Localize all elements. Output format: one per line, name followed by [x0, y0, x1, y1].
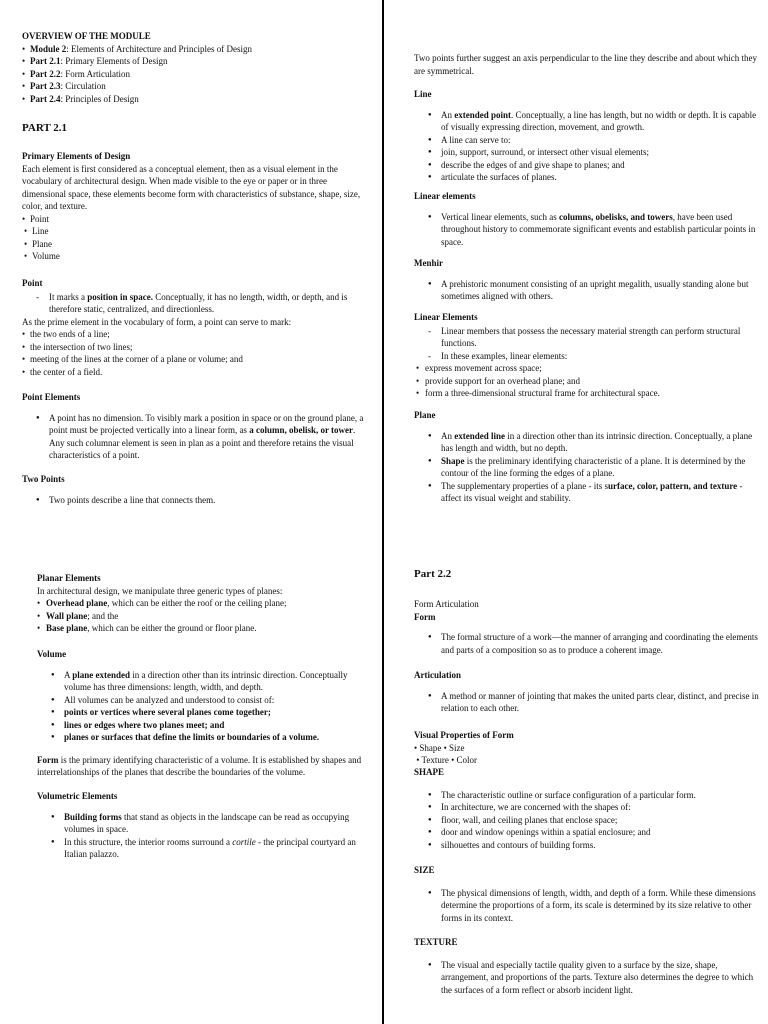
list-item: ● In this structure, the interior rooms surround a cortile - the principal courtyard an Italian palazzo. [37, 836, 372, 861]
section-heading: Two Points [22, 474, 65, 484]
point-elements-list [22, 412, 372, 462]
line-list [414, 109, 760, 184]
linear-elements-2-section [414, 311, 760, 400]
paragraph: • Texture • Color [414, 755, 477, 765]
plane-list [414, 430, 760, 505]
section-heading: Volume [37, 649, 67, 659]
list-item: - Linear members that possess the necessary material strength can perform structural functions. [414, 325, 760, 350]
volume-list [37, 669, 372, 744]
menhir-section [414, 257, 760, 303]
list-item: ● All volumes can be analyzed and understood to consist of: [37, 694, 372, 707]
list-item: ● The visual and especially tactile quality given to a surface by the size, shape, arrangement, and proportions of the parts. Texture also determines the degree to which the surfaces of a form reflect or absorb incident light. [414, 959, 760, 997]
list-item: ● In architecture, we are concerned with the shapes of: [414, 801, 760, 814]
list-item: ● silhouettes and contours of building forms. [414, 839, 760, 852]
list-item: ● The characteristic outline or surface configuration of a particular form. [414, 789, 760, 802]
menhir-list [414, 278, 760, 303]
list-item: ● Building forms that stand as objects in the landscape can be read as occupying volumes in space. [37, 811, 372, 836]
section-heading: Point [22, 278, 43, 288]
line-section [414, 88, 760, 184]
list-item: • provide support for an overhead plane; and [414, 375, 760, 388]
list-item: ● A line can serve to: [414, 134, 760, 147]
point-dash-list [22, 291, 372, 316]
list-item: • Part 2.4: Principles of Design [22, 93, 372, 106]
section-heading: Menhir [414, 258, 443, 268]
list-item: • Part 2.1: Primary Elements of Design [22, 55, 372, 68]
paragraph: In architectural design, we manipulate three generic types of planes: [37, 585, 283, 596]
section-heading: Primary Elements of Design [22, 151, 131, 161]
list-item: ● An extended line in a direction other than its intrinsic direction. Conceptually, a plane has length and width, but no depth. [414, 430, 760, 455]
section-heading: Visual Properties of Form [414, 730, 514, 740]
paragraph: Form Articulation [414, 599, 479, 609]
paragraph: Form is the primary identifying characteristic of a volume. It is established by shapes and interrelationships of the planes that describe the boundaries of the volume. [37, 754, 362, 777]
section-heading: Form [414, 611, 436, 622]
list-item: • Part 2.3: Circulation [22, 80, 372, 93]
list-item: ● A point has no dimension. To visibly mark a position in space or on the ground plane, a point must be projected vertically into a linear form, as a column, obelisk, or tower. Any such columnar element is seen in plan as a point and therefore retains the visual characteristics of a point. [22, 412, 372, 462]
articulation-list [414, 690, 760, 715]
primary-elements-section [22, 150, 372, 263]
plane-section [414, 409, 760, 505]
section-heading: Plane [414, 410, 436, 420]
paragraph: • Shape • Size [414, 742, 465, 753]
linear-elements-list [414, 211, 760, 249]
section-heading: Point Elements [22, 392, 81, 402]
section-heading: Planar Elements [37, 573, 101, 583]
list-item: • meeting of the lines at the corner of a plane or volume; and [22, 353, 372, 366]
size-list [414, 887, 760, 925]
list-item: • Base plane, which can be either the ground or floor plane. [35, 622, 372, 635]
texture-list [414, 959, 760, 997]
list-item: • Line [24, 225, 372, 238]
list-item: • form a three-dimensional structural frame for architectural space. [414, 387, 760, 400]
list-item: ● The formal structure of a work—the manner of arranging and coordinating the elements and parts of a composition so as to produce a coherent image. [414, 631, 760, 656]
list-item: ● Two points describe a line that connects them. [22, 494, 372, 507]
list-item: ● An extended point. Conceptually, a line has length, but no width or depth. It is capable of visually expressing direction, movement, and growth. [414, 109, 760, 134]
linear-elements-section [414, 190, 760, 248]
volumetric-list [37, 811, 372, 861]
articulation-section [414, 669, 760, 715]
linear-dash-list [414, 325, 760, 363]
part-heading: Part 2.2 [414, 568, 452, 580]
section-heading: Articulation [414, 670, 461, 680]
list-item: ● door and window openings within a spatial enclosure; and [414, 826, 760, 839]
list-item: • Part 2.2: Form Articulation [22, 68, 372, 81]
form-list [414, 631, 760, 656]
section-heading: SHAPE [414, 767, 445, 777]
point-list [22, 328, 372, 378]
axis-paragraph [414, 52, 760, 77]
section-heading: TEXTURE [414, 937, 458, 947]
overview-section [22, 30, 372, 105]
volumetric-elements-section [37, 790, 372, 861]
list-item: ● describe the edges of and give shape to planes; and [414, 159, 760, 172]
point-section [22, 277, 372, 378]
paragraph: Two points further suggest an axis perpendicular to the line they describe and about which they are symmetrical. [414, 53, 758, 76]
elements-list [22, 213, 372, 263]
texture-section [414, 936, 760, 996]
list-item: ● The supplementary properties of a plane - its surface, color, pattern, and texture - affect its visual weight and stability. [414, 480, 760, 505]
list-item: ● lines or edges where two planes meet; and [37, 719, 372, 732]
list-item: ● A method or manner of jointing that makes the united parts clear, distinct, and precise in relation to each other. [414, 690, 760, 715]
column-divider [382, 0, 384, 1024]
list-item: • Point [22, 213, 372, 226]
overview-title: OVERVIEW OF THE MODULE [22, 31, 151, 41]
planes-list [22, 597, 372, 635]
paragraph: Each element is first considered as a conceptual element, then as a visual element in the vocabulary of architectural design. When made visible to the eye or paper or in three dimensional space, these elements become form with characteristics of substance, shape, size, color, and texture. [22, 163, 361, 211]
section-heading: Linear Elements [414, 312, 478, 322]
two-points-section [22, 473, 372, 506]
size-section [414, 864, 760, 924]
volume-section [37, 648, 372, 779]
list-item: ● A prehistoric monument consisting of an upright megalith, usually standing alone but sometimes aligned with others. [414, 278, 760, 303]
paragraph: As the prime element in the vocabulary of form, a point can serve to mark: [22, 316, 292, 327]
list-item: ● Shape is the preliminary identifying characteristic of a plane. It is determined by the contour of the line forming the edges of a plane. [414, 455, 760, 480]
list-item: • Module 2: Elements of Architecture and Principles of Design [22, 43, 372, 56]
section-heading: Volumetric Elements [37, 791, 118, 801]
section-heading: Line [414, 89, 432, 99]
shape-list [414, 789, 760, 852]
linear-list [414, 362, 760, 400]
list-item: - In these examples, linear elements: [414, 350, 760, 363]
list-item: ● Vertical linear elements, such as columns, obelisks, and towers, have been used throughout history to commemorate significant events and establish particular points in space. [414, 211, 760, 249]
point-elements-section [22, 391, 372, 462]
list-item: ● The physical dimensions of length, width, and depth of a form. While these dimensions determine the proportions of a form, its scale is determined by its size relative to other forms in its context. [414, 887, 760, 925]
list-item: • Overhead plane, which can be either the roof or the ceiling plane; [35, 597, 372, 610]
list-item: ● points or vertices where several planes come together; [37, 706, 372, 719]
overview-list [22, 43, 372, 106]
form-section [414, 598, 760, 656]
list-item: ● join, support, surround, or intersect other visual elements; [414, 146, 760, 159]
list-item: ● planes or surfaces that define the limits or boundaries of a volume. [37, 731, 372, 744]
planar-elements-section [22, 572, 372, 635]
list-item: • the intersection of two lines; [22, 341, 372, 354]
section-heading: SIZE [414, 865, 435, 875]
list-item: • Volume [24, 250, 372, 263]
list-item: ● A plane extended in a direction other than its intrinsic direction. Conceptually volume has three dimensions: length, width, and depth. [37, 669, 372, 694]
list-item: • Plane [24, 238, 372, 251]
list-item: ● floor, wall, and ceiling planes that enclose space; [414, 814, 760, 827]
list-item: - It marks a position in space. Conceptually, it has no length, width, or depth, and is therefore static, centralized, and directionless. [22, 291, 372, 316]
two-points-list [22, 494, 372, 507]
shape-section [414, 766, 760, 851]
part-heading: PART 2.1 [22, 122, 68, 134]
list-item: • the center of a field. [22, 366, 372, 379]
list-item: ● articulate the surfaces of planes. [414, 171, 760, 184]
list-item: • express movement across space; [414, 362, 760, 375]
list-item: • Wall plane; and the [35, 610, 372, 623]
section-heading: Linear elements [414, 191, 476, 201]
list-item: • the two ends of a line; [22, 328, 372, 341]
visual-properties-section [414, 729, 760, 767]
